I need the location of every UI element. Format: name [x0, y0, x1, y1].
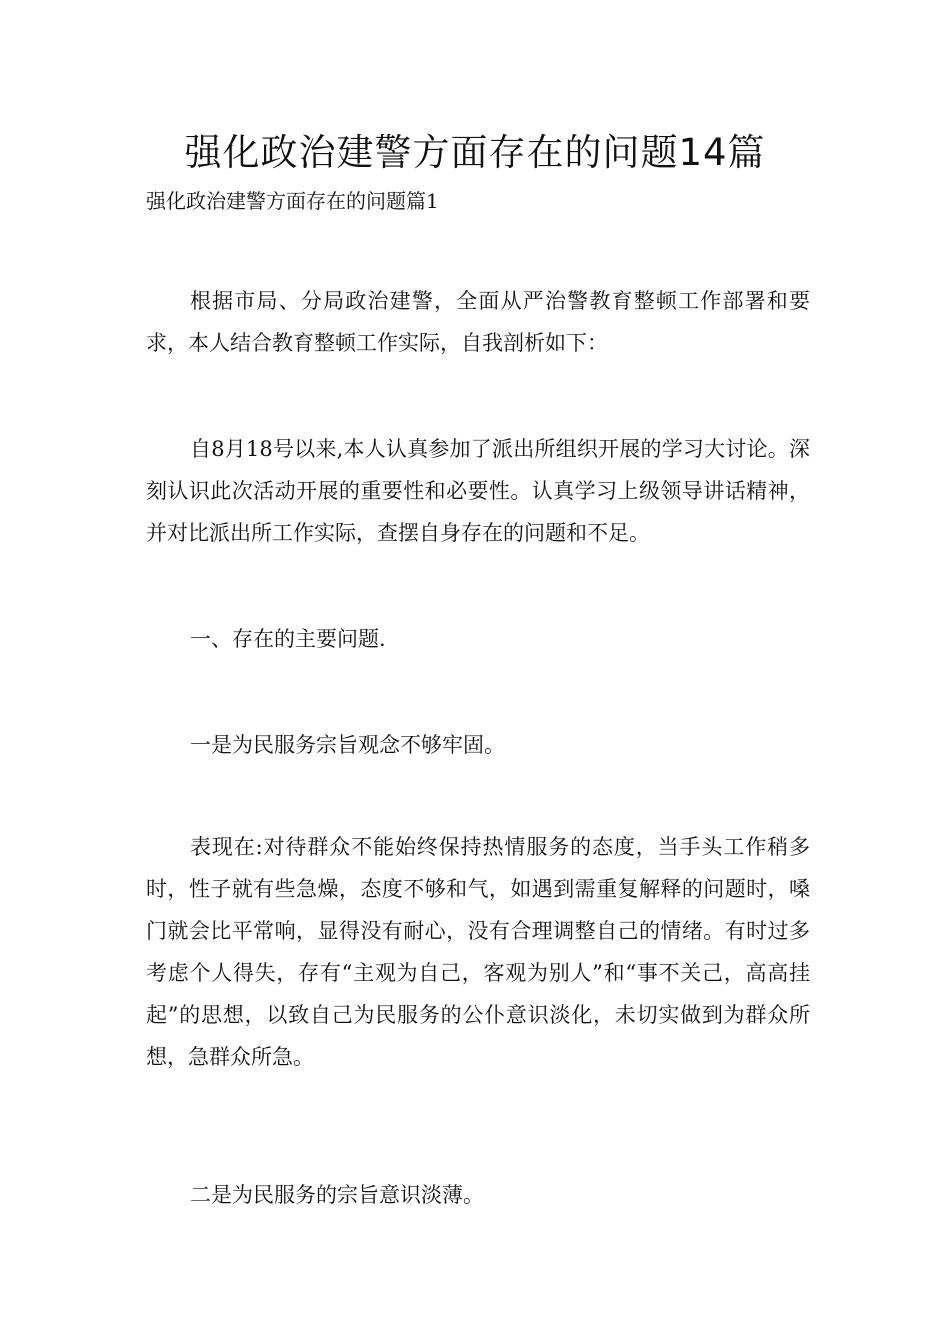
section-heading-main-problems: 一、存在的主要问题.: [190, 627, 386, 651]
document-title: 强化政治建警方面存在的问题14篇: [184, 131, 766, 174]
paragraph-intro: 根据市局、分局政治建警，全面从严治警教育整顿工作部署和要求，本人结合教育整顿工作实际，自我剖析如下：: [146, 289, 810, 355]
paragraph-problem-one: 一是为民服务宗旨观念不够牢固。: [190, 733, 505, 757]
paragraph-manifestation: 表现在:对待群众不能始终保持热情服务的态度，当手头工作稍多时，性子就有些急燥，态度不够和气，如遇到需重复解释的问题时，嗓门就会比平常响，显得没有耐心，没有合理调整自己的情绪。有时过多考虑个人得失，存有“主观为自己，客观为别人”和“事不关己，高高挂起”的思想，以致自己为民服务的公仆意识淡化，未切实做到为群众所想，急群众所急。: [146, 835, 810, 1069]
paragraph-problem-two: 二是为民服务的宗旨意识淡薄。: [190, 1183, 484, 1207]
paragraph-study: 自8月18号以来,本人认真参加了派出所组织开展的学习大讨论。深刻认识此次活动开展的重要性和必要性。认真学习上级领导讲话精神，并对比派出所工作实际，查摆自身存在的问题和不足。: [146, 437, 810, 545]
document-subtitle: 强化政治建警方面存在的问题篇1: [146, 189, 439, 213]
